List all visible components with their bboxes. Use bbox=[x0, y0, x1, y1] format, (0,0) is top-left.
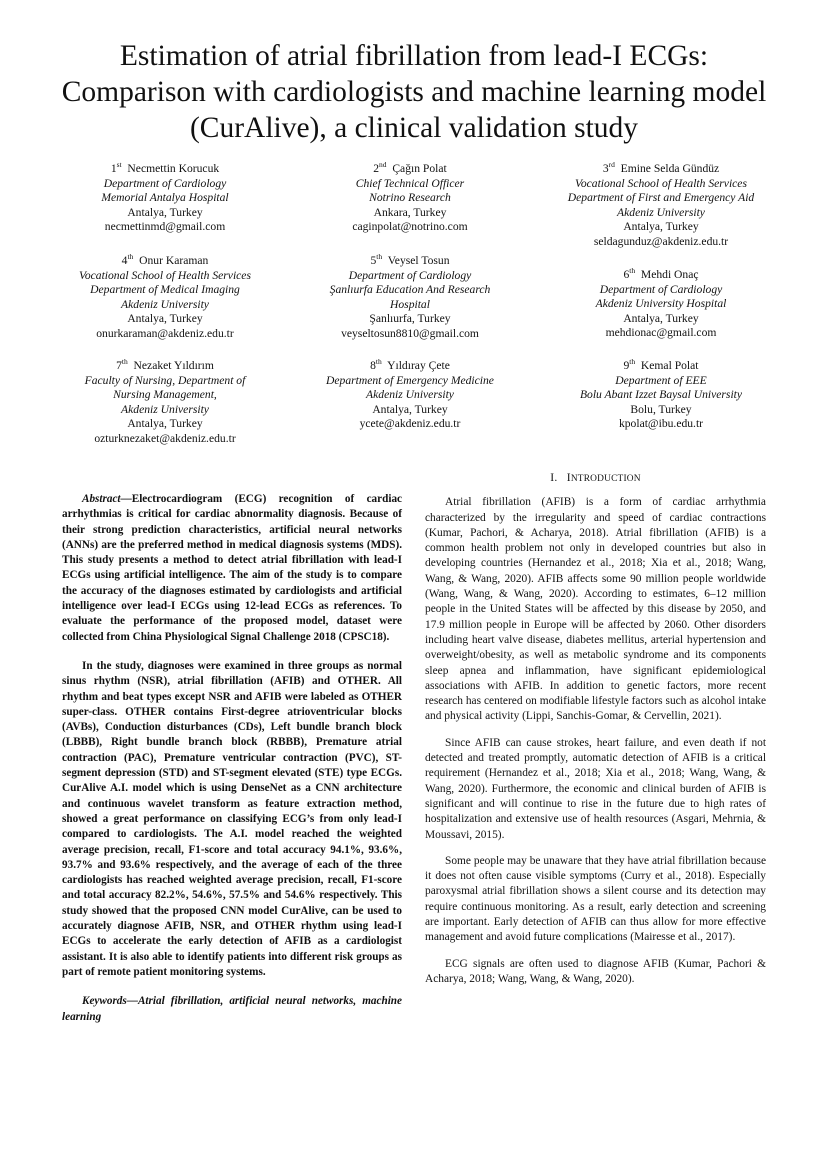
author-name: 1st Necmettin Korucuk bbox=[110, 160, 220, 175]
author-affiliation: Akdeniz University Hospital bbox=[595, 297, 727, 311]
author-name: 2nd Çağın Polat bbox=[373, 160, 447, 175]
author-email: seldagunduz@akdeniz.edu.tr bbox=[593, 234, 729, 248]
author-location: Ankara, Turkey bbox=[373, 205, 447, 219]
paper-title: Estimation of atrial fibrillation from lead-I ECGs: Comparison with cardiologists and machine learning model (CurAlive), a clinical validation study bbox=[61, 40, 767, 144]
author-name: 8th Yıldıray Çete bbox=[370, 357, 450, 372]
right-column bbox=[425, 470, 766, 998]
author-block bbox=[554, 162, 768, 250]
author-affiliation: Akdeniz University bbox=[121, 297, 209, 311]
author-block bbox=[303, 162, 517, 235]
intro-paragraph: Some people may be unaware that they have atrial fibrillation because it does not often cause visible symptoms (Curry et al., 2018). Especially paroxysmal atrial fibrillation shows a silent course and its detection may require continuous monitoring. As a result, early detection and screening are important. Early detection of AFIB can thus allow for more effective management and avoid future complications (Mairesse et al., 2017). bbox=[425, 854, 766, 944]
author-affiliation: Nursing Management, bbox=[113, 388, 217, 402]
author-block bbox=[303, 254, 517, 342]
section-heading: I. INTRODUCTION bbox=[550, 471, 641, 484]
author-name: 3rd Emine Selda Gündüz bbox=[602, 160, 720, 175]
author-email: ozturknezaket@akdeniz.edu.tr bbox=[94, 431, 236, 445]
author-affiliation: Department of Cardiology bbox=[599, 282, 723, 296]
author-affiliation: Akdeniz University bbox=[366, 388, 454, 402]
author-affiliation: Memorial Antalya Hospital bbox=[101, 191, 229, 205]
author-name: 5th Veysel Tosun bbox=[370, 252, 450, 267]
author-affiliation: Bolu Abant Izzet Baysal University bbox=[579, 388, 743, 402]
intro-paragraph: ECG signals are often used to diagnose AFIB (Kumar, Pachori & Acharya, 2018; Wang, Wang, & Wang, 2020). bbox=[425, 957, 766, 985]
abstract-paragraph: Abstract—Electrocardiogram (ECG) recognition of cardiac arrhythmias is critical for cardiac abnormality diagnosis. Because of their strong prediction characteristics, artificial neural networks (ANNs) are the preferred method in medical diagnosis systems (MDS). This study presents a method to detect atrial fibrillation with lead-I ECGs using artificial intelligence. The aim of the study is to compare the accuracy of the diagnoses estimated by cardiologists and artificial intelligence over lead-I ECGs using 12-lead ECGs as references. To evaluate the performance of the proposed model, dataset were collected from China Physiological Signal Challenge 2018 (CPSC18). bbox=[62, 493, 402, 643]
author-email: ycete@akdeniz.edu.tr bbox=[359, 417, 461, 431]
author-block bbox=[58, 254, 272, 342]
author-name: 7th Nezaket Yıldırım bbox=[116, 357, 214, 372]
author-email: caginpolat@notrino.com bbox=[352, 220, 468, 234]
author-affiliation: Notrino Research bbox=[369, 191, 451, 205]
author-affiliation: Faculty of Nursing, Department of bbox=[84, 373, 246, 387]
author-affiliation: Department of Cardiology bbox=[348, 268, 472, 282]
author-affiliation: Akdeniz University bbox=[121, 402, 209, 416]
author-email: kpolat@ibu.edu.tr bbox=[618, 417, 704, 431]
abstract-paragraph bbox=[62, 659, 402, 980]
author-affiliation: Hospital bbox=[390, 297, 430, 311]
author-location: Bolu, Turkey bbox=[630, 402, 692, 416]
author-affiliation: Department of First and Emergency Aid bbox=[567, 191, 755, 205]
author-name: 4th Onur Karaman bbox=[121, 252, 209, 267]
author-email: necmettinmd@gmail.com bbox=[104, 220, 226, 234]
author-affiliation: Department of Cardiology bbox=[103, 176, 227, 190]
author-block bbox=[58, 359, 272, 447]
author-location: Şanlıurfa, Turkey bbox=[369, 312, 451, 326]
author-location: Antalya, Turkey bbox=[372, 402, 448, 416]
author-email: mehdionac@gmail.com bbox=[605, 326, 717, 340]
author-location: Antalya, Turkey bbox=[127, 312, 203, 326]
author-location: Antalya, Turkey bbox=[127, 205, 203, 219]
author-location: Antalya, Turkey bbox=[623, 220, 699, 234]
author-location: Antalya, Turkey bbox=[623, 311, 699, 325]
author-name: 6th Mehdi Onaç bbox=[623, 266, 699, 281]
intro-paragraph: Atrial fibrillation (AFIB) is a form of cardiac arrhythmia characterized by the irregularity and speed of cardiac contractions (Kumar, Pachori, & Acharya, 2018). Atrial fibrillation (AFIB) is a common health problem not only in developed countries but also in developing countries (Hernandez et al., 2018; Xia et al., 2018; Wang, Wang, & Wang, 2020). AFIB affects some 90 million people worldwide (Wang, Wang, & Wang, 2020). According to estimates, 6–12 million people in the United States will be affected by this disease by 2050, and 17.9 million people in Europe will be affected by 2060. Other disorders including heart valve disease, diabetes mellitus, arterial hypertension and overweight/obesity, as well as metabolic syndrome and its components sleep apnea and inflammation, have significant epidemiological associations with AFIB. In addition to genetic factors, more recent research has centered on modifiable lifestyle factors such as alcohol intake and physical activity (Lippi, Sanchis-Gomar, & Cervellin, 2021). bbox=[425, 496, 766, 723]
author-affiliation: Şanlıurfa Education And Research bbox=[329, 283, 491, 297]
keywords-label: Keywords bbox=[82, 995, 127, 1008]
abstract-text: In the study, diagnoses were examined in three groups as normal sinus rhythm (NSR), atrial fibrillation (AFIB) and OTHER. All rhythm and beat types except NSR and AFIB were labeled as OTHER super-class. OTHER contains First-degree atrioventricular blocks (AVBs), Conduction disturbances (CDs), Left bundle branch block (LBBB), Right bundle branch block (RBBB), Premature atrial contraction (PAC), Premature ventricular contraction (PVC), ST-segment depression (STD) and ST-segment elevated (STE) type ECGs. CurAlive A.I. model which is using DenseNet as a CNN architecture and continuous wavelet transform as feature extraction method, showed a great performance on classifying ECG’s from only lead-I compared to cardiologists. The A.I. model reached the weighted average precision, recall, F1-score and total accuracy 94.1%, 93.6%, 93.7% and 93.6% respectively, and the average of each of the three cardiologists has reached weighted average precision, recall, F1-score and total accuracy 82.2%, 54.6%, 57.5% and 54.6% respectively. This study showed that the proposed CNN model CurAlive, can be used to accurately diagnose AFIB, NSR, and OTHER rhythm using lead-I ECGs to accelerate the early detection of AFIB as a cardiologist assistant. It is also able to identify patients into different risk groups as part of remote patient monitoring systems. bbox=[62, 659, 402, 978]
author-email: veyseltosun8810@gmail.com bbox=[341, 326, 479, 340]
left-column bbox=[62, 492, 402, 1035]
author-affiliation: Akdeniz University bbox=[617, 205, 705, 219]
abstract-label: Abstract bbox=[82, 493, 121, 505]
keywords-text: Atrial fibrillation, artificial neural networks, machine learning bbox=[62, 995, 402, 1023]
author-location: Antalya, Turkey bbox=[127, 417, 203, 431]
author-affiliation: Vocational School of Health Services bbox=[79, 268, 251, 282]
author-affiliation: Chief Technical Officer bbox=[355, 176, 465, 190]
intro-paragraph: Since AFIB can cause strokes, heart failure, and even death if not detected and treated promptly, automatic detection of AFIB is a critical requirement (Hernandez et al., 2018; Xia et al., 2018; Wang, Wang, & Wang, 2020). Furthermore, the economic and clinical burden of AFIB is significant and will continue to rise in the future due to high rates of hospitalization and extensive use of health resources (Asgari, Mehrnia, & Moussavi, 2015). bbox=[425, 736, 766, 841]
author-affiliation: Department of Emergency Medicine bbox=[326, 373, 494, 387]
author-block bbox=[303, 359, 517, 432]
abstract-text: Electrocardiogram (ECG) recognition of cardiac arrhythmias is critical for cardiac abnormality diagnosis. Because of their strong prediction characteristics, artificial neural networks (ANNs) are the preferred method in medical diagnosis systems (MDS). This study presents a method to detect atrial fibrillation with lead-I ECGs using artificial intelligence. The aim of the study is to compare the accuracy of the diagnoses estimated by cardiologists and artificial intelligence over lead-I ECGs using 12-lead ECGs as references. To evaluate the performance of the proposed model, dataset were collected from China Physiological Signal Challenge 2018 (CPSC18). bbox=[62, 493, 402, 643]
author-name: 9th Kemal Polat bbox=[623, 357, 699, 372]
author-affiliation: Department of Medical Imaging bbox=[90, 283, 240, 297]
author-block bbox=[554, 359, 768, 432]
author-block bbox=[58, 162, 272, 235]
author-affiliation: Department of EEE bbox=[615, 373, 707, 387]
author-block bbox=[554, 268, 768, 341]
keywords-paragraph: Keywords—Atrial fibrillation, artificial neural networks, machine learning bbox=[62, 995, 402, 1023]
author-email: onurkaraman@akdeniz.edu.tr bbox=[96, 326, 234, 340]
author-affiliation: Vocational School of Health Services bbox=[575, 176, 747, 190]
